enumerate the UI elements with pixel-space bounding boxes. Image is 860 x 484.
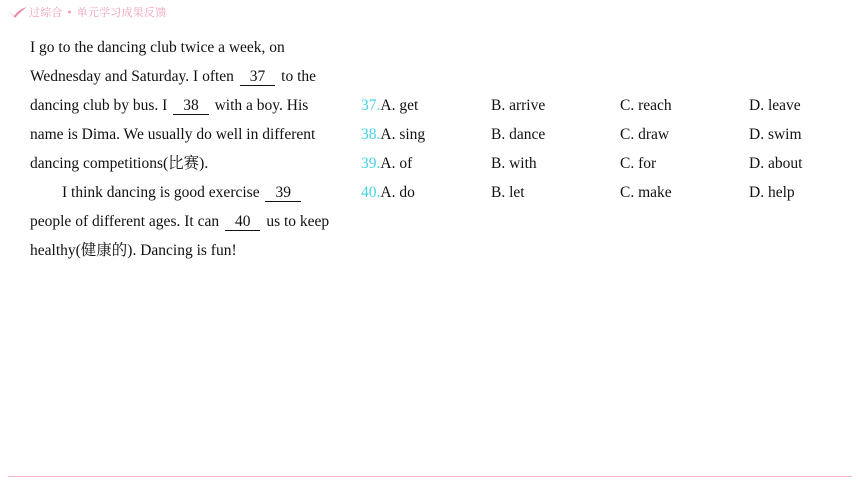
- option-d[interactable]: D. swim: [749, 126, 802, 143]
- question-number: 40.: [361, 184, 381, 201]
- option-a-label: A. do: [380, 184, 415, 201]
- passage-line: [30, 207, 360, 236]
- passage-line: [30, 236, 360, 265]
- passage-text: I go to the dancing club twice a week, on: [30, 39, 285, 56]
- option-d[interactable]: D. leave: [749, 97, 801, 114]
- passage-text: healthy(健康的). Dancing is fun!: [30, 242, 237, 259]
- option-d[interactable]: D. help: [749, 184, 795, 201]
- passage-text: to the: [277, 68, 317, 85]
- option-a-label: A. get: [380, 97, 419, 114]
- bottom-divider: [8, 476, 852, 477]
- option-a[interactable]: [361, 178, 415, 207]
- question-row: [361, 91, 841, 120]
- option-c[interactable]: C. draw: [620, 126, 670, 143]
- option-a[interactable]: [361, 91, 418, 120]
- question-row: [361, 149, 841, 178]
- option-a[interactable]: [361, 120, 425, 149]
- option-a-label: A. of: [380, 155, 413, 172]
- passage-line: [30, 91, 360, 120]
- passage-text: people of different ages. It can: [30, 213, 223, 230]
- option-b[interactable]: B. let: [491, 184, 525, 201]
- question-number: 39.: [361, 155, 381, 172]
- option-b[interactable]: B. dance: [491, 126, 546, 143]
- passage-line: [30, 33, 360, 62]
- option-c[interactable]: C. make: [620, 184, 672, 201]
- passage-line: [30, 178, 360, 207]
- passage-text: name is Dima. We usually do well in different: [30, 126, 316, 143]
- question-row: [361, 178, 841, 207]
- option-d[interactable]: D. about: [749, 155, 803, 172]
- answer-blank: 37: [240, 69, 276, 86]
- header-title: 过综合 • 单元学习成果反馈: [29, 6, 167, 19]
- question-row: [361, 120, 841, 149]
- passage-text: us to keep: [262, 213, 330, 230]
- answer-blank: 39: [265, 185, 301, 202]
- option-b[interactable]: B. with: [491, 155, 537, 172]
- reading-passage: [30, 33, 360, 265]
- passage-text: I think dancing is good exercise: [62, 184, 264, 201]
- passage-line: [30, 120, 360, 149]
- option-b[interactable]: B. arrive: [491, 97, 546, 114]
- passage-text: Wednesday and Saturday. I often: [30, 68, 238, 85]
- answer-options: [361, 91, 841, 207]
- option-a[interactable]: [361, 149, 412, 178]
- answer-blank: 40: [225, 214, 261, 231]
- answer-blank: 38: [173, 98, 209, 115]
- passage-line: [30, 149, 360, 178]
- option-a-label: A. sing: [380, 126, 426, 143]
- passage-text: dancing club by bus. I: [30, 97, 172, 114]
- option-c[interactable]: C. reach: [620, 97, 672, 114]
- question-number: 37.: [361, 97, 381, 114]
- passage-text: dancing competitions(比赛).: [30, 155, 209, 172]
- passage-line: [30, 62, 360, 91]
- option-c[interactable]: C. for: [620, 155, 657, 172]
- passage-text: with a boy. His: [210, 97, 309, 114]
- question-number: 38.: [361, 126, 381, 143]
- check-mark-icon: [6, 5, 28, 19]
- section-header: [6, 3, 166, 21]
